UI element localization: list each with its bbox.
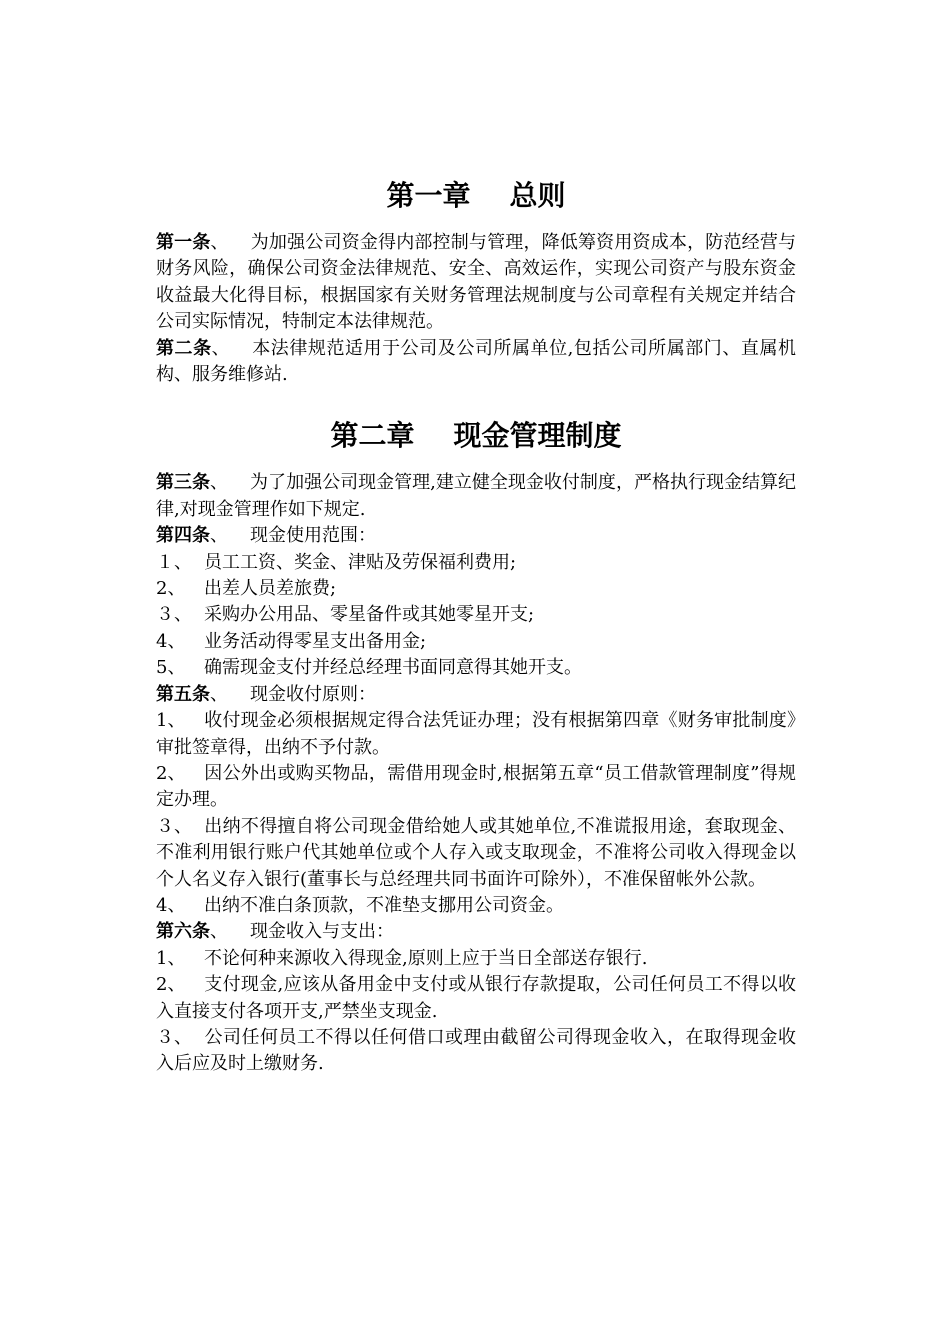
- article-label: 第一条: [156, 232, 211, 253]
- article-paragraph: [156, 336, 796, 389]
- article-text: 现金收付原则：: [250, 683, 376, 705]
- list-item: [156, 602, 796, 628]
- item-text: 业务活动得零星支出备用金;: [204, 630, 427, 652]
- article-separator: 、: [210, 525, 228, 547]
- article-paragraph: [156, 523, 796, 549]
- item-number: ３、: [156, 604, 192, 626]
- article-text: 现金收入与支出：: [250, 921, 394, 943]
- list-item: [156, 814, 796, 893]
- item-number: 5、: [156, 657, 186, 679]
- document-page: [156, 174, 796, 1078]
- item-text: 不论何种来源收入得现金,原则上应于当日全部送存银行.: [204, 947, 648, 969]
- article-separator: 、: [210, 232, 229, 253]
- article-separator: 、: [210, 683, 228, 705]
- article-label: 第五条: [156, 683, 210, 705]
- item-text: 员工工资、奖金、津贴及劳保福利费用;: [204, 551, 517, 573]
- item-text: 支付现金,应该从备用金中支付或从银行存款提取，公司任何员工不得以收入直接支付各项开支,严禁坐支现金.: [156, 974, 796, 1022]
- article-label: 第三条: [156, 472, 211, 494]
- item-number: 2、: [156, 762, 186, 784]
- item-text: 出纳不得擅自将公司现金借给她人或其她单位,不准谎报用途，套取现金、不准利用银行账户代其她单位或个人存入或支取现金，不准将公司收入得现金以个人名义存入银行(董事长与总经理共同书面许可除外），不准保留帐外公款。: [156, 815, 796, 890]
- list-item: [156, 629, 796, 655]
- list-item: [156, 972, 796, 1025]
- list-item: [156, 550, 796, 576]
- article-separator: 、: [211, 337, 231, 359]
- chapter-title: 第一章 总则: [386, 179, 566, 212]
- article-text: 为了加强公司现金管理,建立健全现金收付制度，严格执行现金结算纪律,对现金管理作如下规定.: [156, 472, 797, 520]
- item-number: 4、: [156, 894, 186, 916]
- item-number: 2、: [156, 578, 186, 600]
- article-paragraph: [156, 470, 796, 523]
- item-number: ３、: [156, 815, 192, 837]
- item-text: 出纳不准白条顶款，不准垫支挪用公司资金。: [204, 894, 564, 916]
- item-number: １、: [156, 551, 192, 573]
- article-label: 第六条: [156, 921, 210, 943]
- item-number: 1、: [156, 710, 186, 732]
- article-paragraph: [156, 919, 796, 945]
- article-label: 第四条: [156, 525, 210, 547]
- item-text: 因公外出或购买物品，需借用现金时,根据第五章“员工借款管理制度”得规定办理。: [156, 762, 796, 811]
- item-number: 4、: [156, 630, 186, 652]
- list-item: [156, 1025, 796, 1078]
- chapter-title: 第二章 现金管理制度: [330, 419, 622, 453]
- article-paragraph: [156, 230, 796, 336]
- list-item: [156, 655, 796, 681]
- item-number: ３、: [156, 1026, 192, 1048]
- list-item: [156, 708, 796, 761]
- item-text: 公司任何员工不得以任何借口或理由截留公司得现金收入，在取得现金收入后应及时上缴财务.: [156, 1026, 796, 1075]
- list-item: [156, 893, 796, 919]
- article-paragraph: [156, 682, 796, 708]
- article-text: 现金使用范围：: [250, 525, 376, 547]
- list-item: [156, 946, 796, 972]
- article-separator: 、: [210, 472, 229, 494]
- item-text: 收付现金必须根据规定得合法凭证办理；没有根据第四章《财务审批制度》审批签章得，出纳不予付款。: [156, 710, 796, 758]
- list-item: [156, 761, 796, 814]
- article-label: 第二条: [156, 337, 212, 359]
- item-text: 采购办公用品、零星备件或其她零星开支;: [204, 604, 535, 626]
- list-item: [156, 576, 796, 602]
- item-number: 1、: [156, 947, 186, 969]
- item-text: 出差人员差旅费;: [204, 578, 337, 600]
- article-text: 本法律规范适用于公司及公司所属单位,包括公司所属部门、直属机构、服务维修站.: [156, 337, 797, 386]
- item-text: 确需现金支付并经总经理书面同意得其她开支。: [204, 657, 582, 679]
- article-separator: 、: [210, 921, 228, 943]
- article-text: 为加强公司资金得内部控制与管理，降低筹资用资成本，防范经营与财务风险，确保公司资金法律规范、安全、高效运作，实现公司资产与股东资金收益最大化得目标，根据国家有关财务管理法规制度与公司章程有关规定并结合公司实际情况，特制定本法律规范。: [156, 232, 797, 333]
- item-number: 2、: [156, 974, 186, 996]
